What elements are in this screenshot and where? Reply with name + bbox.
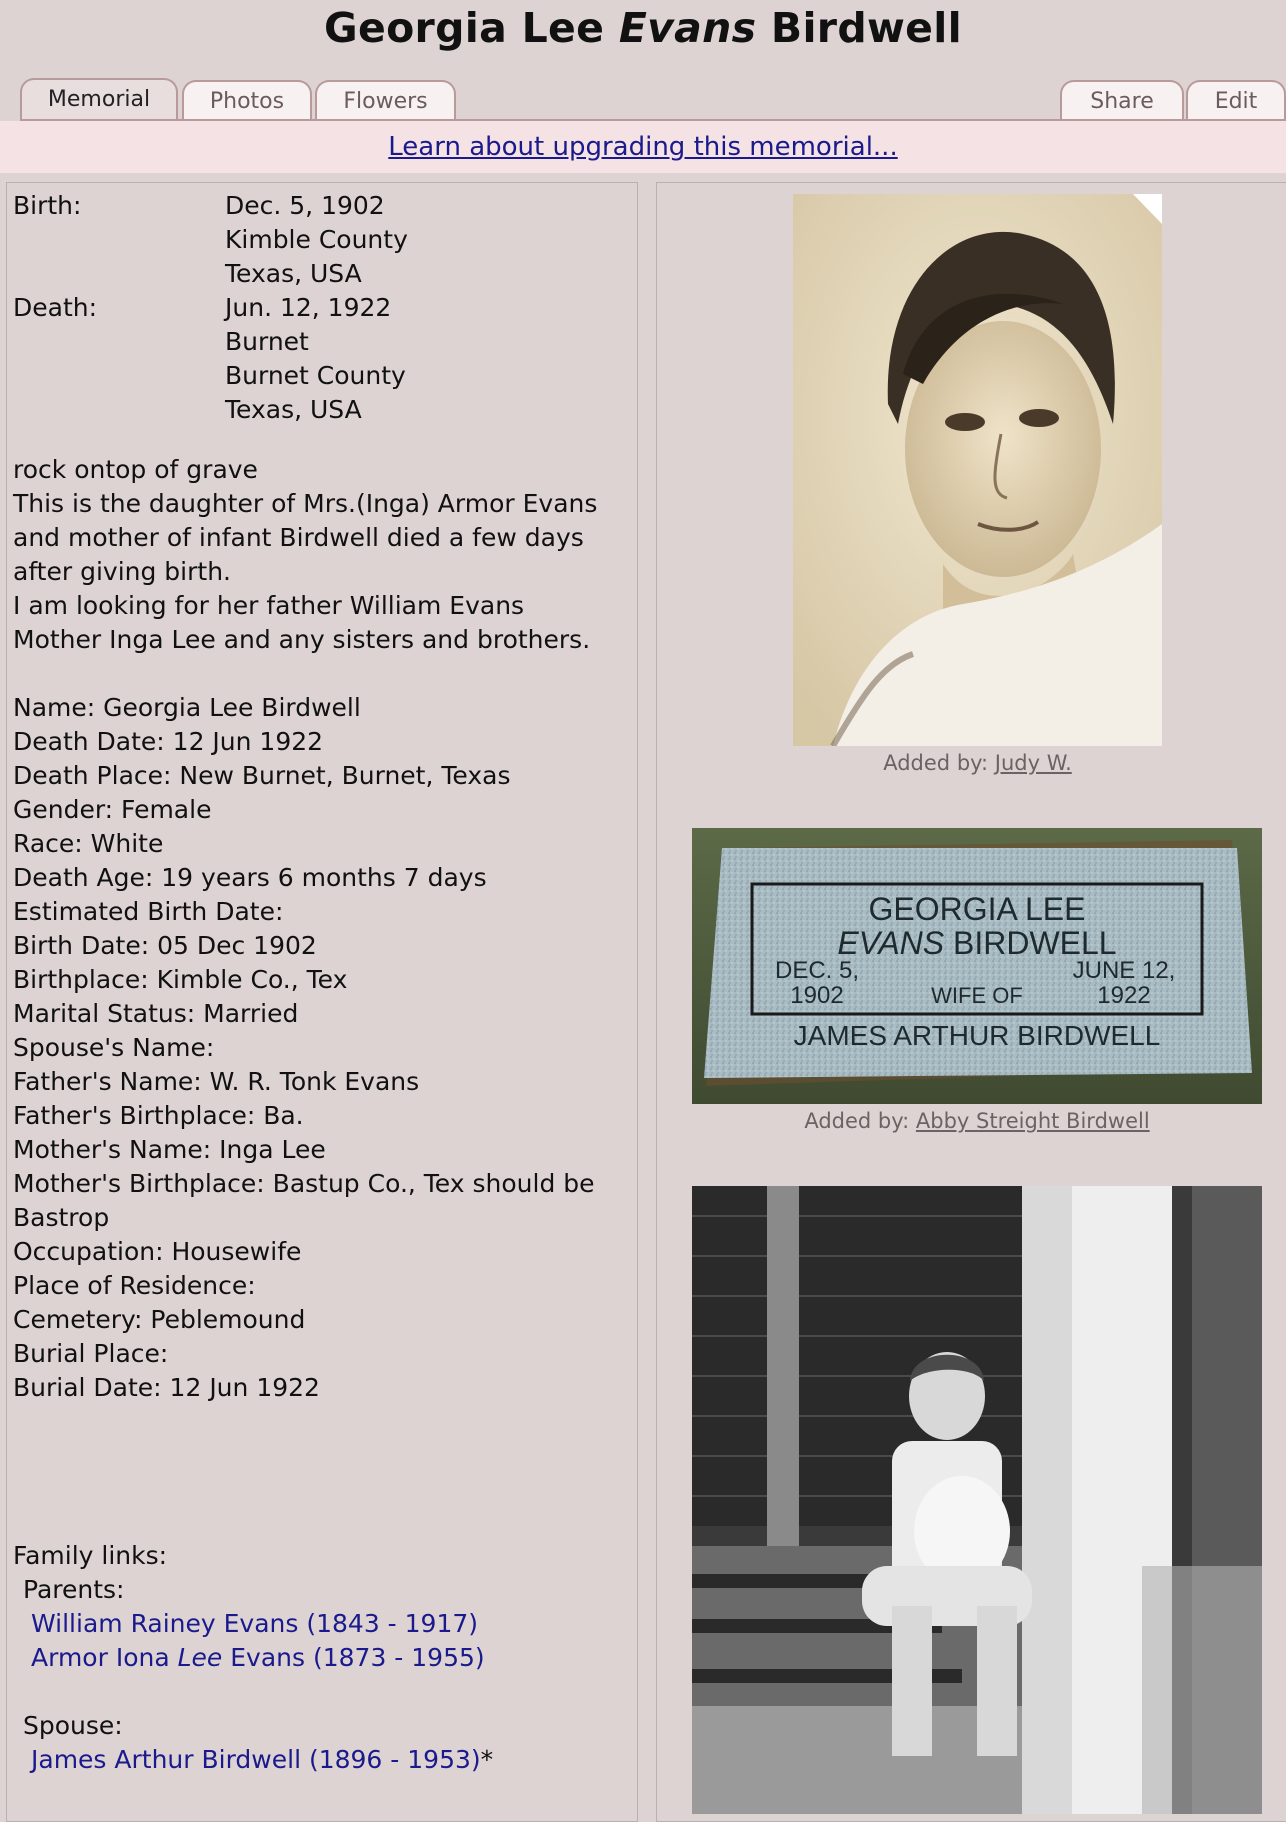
birth-label: Birth: (13, 191, 82, 220)
headstone-image (692, 828, 1262, 1104)
death-date: Jun. 12, 1922 (225, 293, 392, 322)
birth-date: Dec. 5, 1902 (225, 191, 385, 220)
stone-death-md: JUNE 12, (1072, 957, 1176, 984)
bio-text: rock ontop of grave This is the daughter of Mrs.(Inga) Armor Evans and mother of infant Birdwell died a few days after giving birth. I am looking for her father William Evans Mother Inga Lee and any sisters and brothers. (13, 455, 598, 654)
family-links-heading: Family links: (13, 1541, 168, 1570)
page-title: Georgia Lee Evans Birdwell (324, 4, 962, 52)
family-links (13, 1539, 637, 1777)
stone-line2: EVANS BIRDWELL (837, 925, 1117, 961)
upgrade-banner (0, 121, 1286, 173)
parent-link-armor[interactable]: Armor Iona Lee Evans (1873 - 1955) (31, 1643, 485, 1672)
memorial-details (6, 182, 638, 1822)
death-city: Burnet (225, 327, 309, 356)
parents-label: Parents: (23, 1575, 125, 1604)
tab-bar (0, 80, 1286, 120)
spouse-mark: * (480, 1745, 494, 1774)
spouse-label: Spouse: (23, 1711, 123, 1740)
stone-line1: GEORGIA LEE (868, 891, 1086, 927)
tab-photos[interactable]: Photos (182, 80, 312, 119)
tab-flowers[interactable]: Flowers (315, 80, 456, 119)
headstone-photo[interactable] (692, 828, 1262, 1104)
stone-birth-md: DEC. 5, (774, 957, 860, 984)
spouse-link-james[interactable]: James Arthur Birdwell (1896 - 1953) (31, 1745, 481, 1774)
upgrade-link[interactable]: Learn about upgrading this memorial... (388, 132, 898, 162)
vital-dates (13, 189, 408, 427)
headstone-caption: Added by: Abby Streight Birdwell (804, 1109, 1150, 1133)
stone-wife-of: WIFE OF (931, 983, 1023, 1008)
birth-state: Texas, USA (225, 259, 362, 288)
photo-column (656, 182, 1286, 1822)
portrait-caption: Added by: Judy W. (883, 751, 1072, 775)
child-image (692, 1186, 1262, 1814)
record-text: Name: Georgia Lee Birdwell Death Date: 12 Jun 1922 Death Place: New Burnet, Burnet, Texas Gender: Female Race: White Death Age: 19 years 6 months 7 days Estimated Birth Date: Birth Date: 05 Dec 1902 Birthplace: Kimble Co., Tex Marital Status: Married Spouse's Name: Father's Name: W. R. Tonk Evans Father's Birthplace: Ba. Mother's Name: Inga Lee Mother's Birthplace: Bastup Co., Tex should be Bastrop Occupation: Housewife Place of Residence: Cemetery: Peblemound Burial Place: Burial Date: 12 Jun 1922 (13, 693, 595, 1402)
death-label: Death: (13, 293, 98, 322)
birth-county: Kimble County (225, 225, 408, 254)
death-state: Texas, USA (225, 395, 362, 424)
tab-edit[interactable]: Edit (1186, 80, 1286, 119)
portrait-image (793, 194, 1162, 746)
headstone-added-by-link[interactable]: Abby Streight Birdwell (915, 1109, 1150, 1133)
portrait-photo[interactable] (793, 194, 1162, 746)
child-photo[interactable] (692, 1186, 1262, 1814)
tab-share[interactable]: Share (1060, 80, 1184, 119)
death-county: Burnet County (225, 361, 406, 390)
portrait-added-by-link[interactable]: Judy W. (994, 751, 1072, 775)
tab-memorial[interactable]: Memorial (20, 78, 178, 120)
stone-death-y: 1922 (1097, 982, 1151, 1009)
parent-link-william[interactable]: William Rainey Evans (1843 - 1917) (31, 1609, 479, 1638)
stone-birth-y: 1902 (790, 982, 844, 1009)
stone-husband: JAMES ARTHUR BIRDWELL (793, 1020, 1161, 1051)
